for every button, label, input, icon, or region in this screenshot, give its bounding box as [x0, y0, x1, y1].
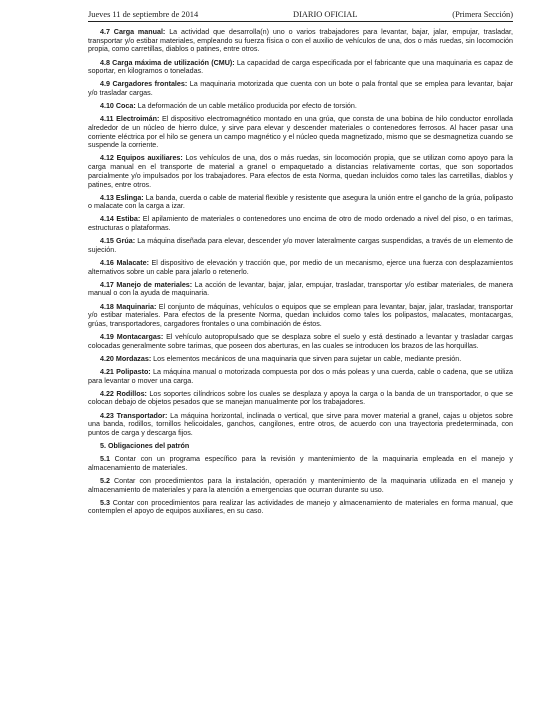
definition-paragraph — [88, 259, 513, 276]
obligation-text: Contar con procedimientos para la instalación, operación y mantenimiento de la maquinaria utilizada en el manejo y almacenamiento de materiales y para la atención a emergencias que ocurran durante su uso. — [88, 476, 513, 494]
definition-term: 4.17 Manejo de materiales: — [100, 280, 193, 289]
definition-text: La máquina horizontal, inclinada o vertical, que sirve para mover material a granel, cajas u objetos sobre una banda, rodillos, tornillos helicoidales, ganchos, cangilones, entre otros, de acuerdo con una trayectoria predeterminada, con puntos de carga y descarga fijos. — [88, 411, 513, 437]
definition-text: La capacidad de carga especificada por el fabricante que una maquinaria es capaz de soportar, en kilogramos o toneladas. — [88, 58, 514, 76]
definition-term: 4.16 Malacate: — [100, 258, 149, 267]
definition-term: 4.8 Carga máxima de utilización (CMU): — [100, 58, 235, 67]
definition-term: 4.19 Montacargas: — [100, 333, 164, 342]
definition-text: La máquina manual o motorizada compuesta por dos o más poleas y una cuerda, cable o cadena, que se utiliza para levantar o mover una carga. — [88, 367, 513, 385]
header-date: Jueves 11 de septiembre de 2014 — [88, 10, 199, 19]
definition-text: La máquina diseñada para elevar, descender y/o mover lateralmente cargas suspendidas, a través de un elemento de sujeción. — [88, 237, 513, 254]
definition-paragraph — [88, 102, 513, 111]
definition-term: 4.23 Transportador: — [100, 411, 168, 420]
definition-text: El apilamiento de materiales o contenedores uno encima de otro de modo ordenado a nivel del piso, o en tarimas, estructuras o plataformas. — [88, 215, 513, 233]
definition-paragraph — [88, 281, 513, 298]
header-publication: DIARIO OFICIAL — [293, 10, 358, 19]
page-header — [88, 10, 513, 22]
definition-term: 4.20 Mordazas: — [100, 354, 152, 363]
definition-text: La acción de levantar, bajar, jalar, empujar, trasladar, transportar y/o estibar materiales, de manera manual o con la ayuda de maquinaria. — [88, 280, 513, 298]
header-section: (Primera Sección) — [452, 10, 513, 19]
definition-term: 4.10 Coca: — [100, 102, 136, 111]
definition-term: 4.7 Carga manual: — [100, 28, 166, 36]
definition-term: 4.13 Eslinga: — [100, 193, 144, 202]
definition-text: Los elementos mecánicos de una maquinaria que sirven para sujetar un cable, mediante presión. — [151, 354, 462, 363]
definition-term: 4.15 Grúa: — [100, 237, 136, 246]
definition-text: La banda, cuerda o cable de material flexible y resistente que asegura la unión entre el gancho de la grúa, polipasto o malacate con la carga a izar. — [88, 193, 513, 211]
definition-paragraph — [88, 215, 513, 232]
obligation-paragraph — [88, 499, 513, 516]
definition-text: El vehículo autopropulsado que se desplaza sobre el suelo y está destinado a levantar y trasladar cargas colocadas generalmente sobre tarimas, que poseen dos aberturas, en las cuales se introducen los brazos de las horquillas. — [88, 333, 513, 350]
definition-paragraph — [88, 59, 513, 76]
document-body — [88, 28, 513, 516]
definition-text: La deformación de un cable metálico producida por efecto de torsión. — [135, 102, 357, 111]
definition-term: 4.11 Electroimán: — [100, 115, 160, 124]
definition-paragraph — [88, 412, 513, 438]
definition-paragraph — [88, 303, 513, 329]
obligation-paragraph — [88, 477, 513, 494]
definition-text: La maquinaria motorizada que cuenta con un bote o pala frontal que se emplea para levantar, bajar y/o trasladar cargas. — [88, 80, 513, 97]
definition-paragraph — [88, 333, 513, 350]
definition-paragraph — [88, 237, 513, 254]
section-heading: 5. Obligaciones del patrón — [100, 442, 190, 451]
definition-term: 4.22 Rodillos: — [100, 389, 147, 398]
definition-paragraph — [88, 115, 513, 150]
definition-text: La actividad que desarrolla(n) uno o varios trabajadores para levantar, bajar, jalar, empujar, trasladar, transportar y/o estibar materiales, empleando su fuerza física o con el auxilio de vehículos de una, dos o más ruedas, sin locomoción propia, como carretillas, diablos o patines, entre otros. — [88, 28, 513, 54]
obligation-number: 5.3 — [100, 498, 110, 507]
obligation-paragraph — [88, 455, 513, 472]
definition-text: El dispositivo electromagnético montado en una grúa, que consta de una bobina de hilo conductor enrollada alrededor de un núcleo de hierro dulce, y sirve para elevar y descender materiales o contenedores ferrosos. Al hacer pasar una corriente eléctrica por el hilo se genera un campo magnético y el núcleo queda magnetizado, mismo que se desmagnetiza cuando se suspende la corriente. — [88, 115, 513, 150]
obligation-text: Contar con procedimientos para realizar las actividades de manejo y almacenamiento de materiales en forma manual, que contemplen el apoyo de equipos auxiliares, en su caso. — [88, 498, 513, 516]
obligation-number: 5.2 — [100, 476, 110, 485]
definition-text: El dispositivo de elevación y tracción que, por medio de un mecanismo, ejerce una fuerza con desplazamientos alternativos sobre un cable para jalarlo o retenerlo. — [88, 258, 513, 276]
definition-term: 4.9 Cargadores frontales: — [100, 80, 188, 89]
definition-paragraph — [88, 80, 513, 97]
definition-text: Los vehículos de una, dos o más ruedas, sin locomoción propia, que se utilizan como apoyo para la carga manual en el transporte de material a granel o empaquetado a distancias relativamente cortas, que son soportados parcialmente y/o impulsados por los trabajadores. Para efectos de esta Norma, quedan incluidos como tales las carretillas, diablos y patines, entre otros. — [88, 154, 513, 189]
obligation-number: 5.1 — [100, 455, 110, 464]
definition-paragraph — [88, 194, 513, 211]
definition-paragraph — [88, 154, 513, 189]
definition-term: 4.18 Maquinaria: — [100, 302, 157, 311]
definition-text: El conjunto de máquinas, vehículos o equipos que se emplean para levantar, bajar, jalar, trasladar, transportar y/o estibar materiales. Para efectos de la presente Norma, quedan incluidos como tales los polipastos, malacates, montacargas, grúas, transportadores, cargadores frontales o una combinación de éstos. — [88, 302, 513, 328]
obligation-text: Contar con un programa específico para la revisión y mantenimiento de la maquinaria empleada en el manejo y almacenamiento de materiales. — [88, 455, 513, 472]
definition-text: Los soportes cilíndricos sobre los cuales se desplaza y apoya la carga o la banda de un transportador, o que se colocan debajo de objetos pesados que se manejan manualmente por los trabajadores. — [88, 389, 513, 407]
definition-paragraph — [88, 28, 513, 54]
definition-paragraph — [88, 368, 513, 385]
definition-paragraph — [88, 390, 513, 407]
definition-term: 4.14 Estiba: — [100, 215, 141, 224]
definition-term: 4.21 Polipasto: — [100, 367, 151, 376]
definition-paragraph — [88, 355, 513, 364]
definition-term: 4.12 Equipos auxiliares: — [100, 154, 183, 163]
